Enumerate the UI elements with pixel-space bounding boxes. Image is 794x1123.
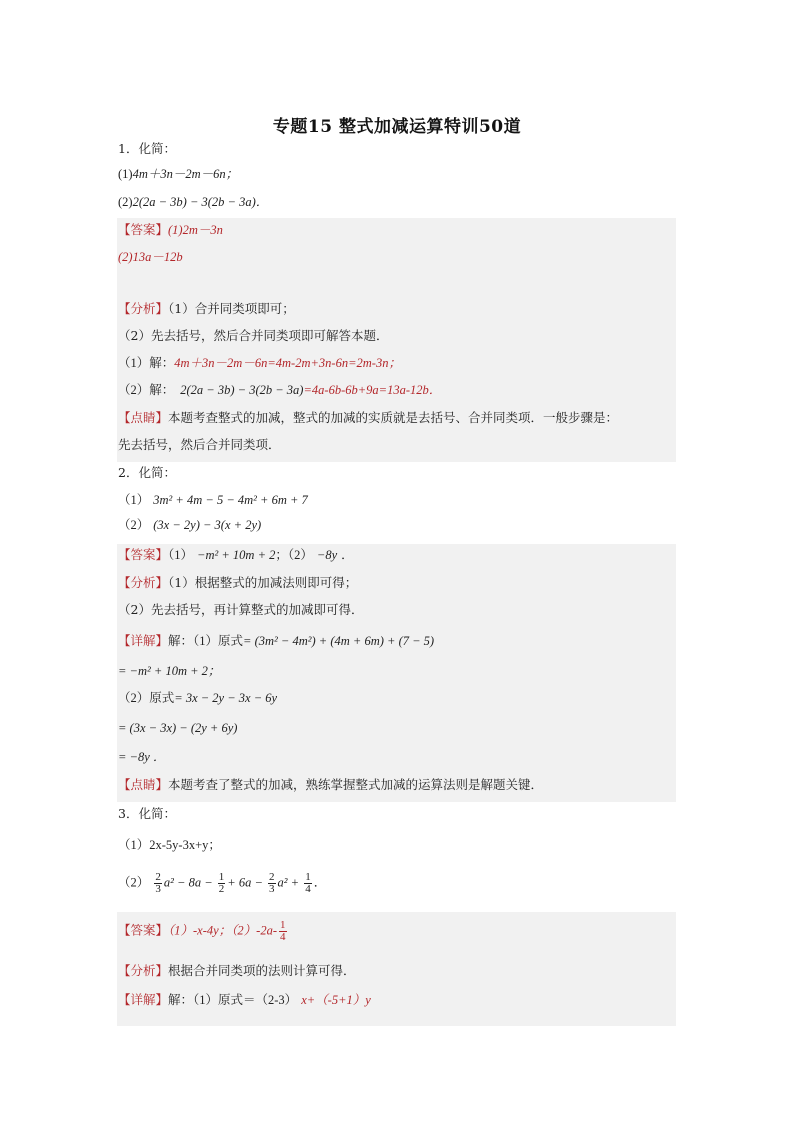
q2-analysis-1-text: （1）根据整式的加减法则即可得； bbox=[168, 575, 358, 590]
q3-part2-label: （2） bbox=[118, 875, 150, 890]
q2-comment-text: 本题考查了整式的加减，熟练掌握整式加减的运算法则是解题关键． bbox=[168, 777, 544, 792]
q1-part2 bbox=[118, 193, 268, 211]
q2-detail-2: = −m² + 10m + 2； bbox=[118, 664, 221, 678]
fraction-2-3 bbox=[268, 872, 276, 895]
q2-detail-5: = −8y ． bbox=[118, 750, 166, 764]
q2-answer-a: −m² + 10m + 2 bbox=[197, 548, 276, 562]
q3-heading: 3．化简： bbox=[118, 806, 176, 821]
fraction-numerator: 1 bbox=[305, 871, 311, 883]
q1-solution-2-expr-b: =4a-6b-6b+9a=13a-12b． bbox=[303, 383, 442, 397]
q2-detail-3-label: （2）原式 bbox=[118, 691, 175, 705]
page-title: 专题15 整式加减运算特训50道 bbox=[272, 117, 522, 137]
q2-answer bbox=[118, 546, 354, 564]
q1-analysis-1-text: （1）合并同类项即可； bbox=[168, 301, 295, 316]
comment-tag: 【点睛】 bbox=[118, 777, 169, 792]
q2-analysis-2: （2）先去括号，再计算整式的加减即可得． bbox=[118, 602, 364, 617]
q2-detail-3-expr: = 3x − 2y − 3x − 6y bbox=[174, 691, 278, 705]
fraction-numerator: 1 bbox=[280, 919, 286, 931]
analysis-tag: 【分析】 bbox=[118, 963, 169, 978]
answer-tag: 【答案】 bbox=[118, 923, 169, 938]
q2-part2-label: （2） bbox=[118, 518, 150, 532]
q3-part2-pre: a² − 8a − bbox=[163, 875, 213, 890]
q2-heading: 2．化简： bbox=[118, 465, 176, 480]
detail-tag: 【详解】 bbox=[118, 634, 169, 648]
q2-part2 bbox=[118, 516, 261, 534]
q2-analysis-1 bbox=[118, 574, 357, 592]
q1-analysis-2: （2）先去括号，然后合并同类项即可解答本题． bbox=[118, 328, 389, 343]
q1-answer-1 bbox=[118, 221, 223, 239]
analysis-tag: 【分析】 bbox=[118, 301, 169, 316]
fraction-1-4 bbox=[279, 920, 287, 943]
q2-detail-1-expr: = (3m² − 4m²) + (4m + 6m) + (7 − 5) bbox=[243, 634, 435, 648]
q1-solution-1-expr: 4m＋3n－2m－6n=4m-2m+3n-6n=2m-3n； bbox=[174, 356, 401, 370]
q1-analysis-1 bbox=[118, 300, 295, 318]
fraction-denominator: 4 bbox=[305, 883, 311, 895]
fraction-denominator: 3 bbox=[269, 883, 275, 895]
fraction-2-3 bbox=[154, 872, 162, 895]
q2-answer-b-label: ；（2） bbox=[275, 548, 313, 562]
q1-solution-2-label: （2）解： bbox=[118, 383, 175, 397]
fraction-numerator: 2 bbox=[155, 871, 161, 883]
q2-answer-end: ． bbox=[341, 548, 354, 562]
q2-detail-1-label: 解：（1）原式 bbox=[168, 634, 244, 648]
q2-part1-label: （1） bbox=[118, 493, 150, 507]
fraction-denominator: 3 bbox=[155, 883, 161, 895]
q3-part2-mid: + 6a − bbox=[227, 875, 263, 890]
q3-answer-text: （1）-x-4y；（2）-2a- bbox=[168, 923, 278, 938]
q2-detail-1 bbox=[118, 632, 434, 650]
q2-answer-a-label: （1） bbox=[168, 548, 194, 562]
q1-solution-1-label: （1）解： bbox=[118, 356, 175, 370]
q1-part2-expr: 2(2a − 3b) − 3(2b − 3a)． bbox=[132, 195, 269, 209]
q3-detail-expr: x+（-5+1）y bbox=[301, 993, 371, 1007]
q3-detail-label: 解：（1）原式＝（2-3） bbox=[168, 993, 298, 1007]
q2-part1-expr: 3m² + 4m − 5 − 4m² + 6m + 7 bbox=[153, 493, 308, 507]
q1-part1-label: (1) bbox=[118, 167, 133, 181]
q1-comment-1-text: 本题考查整式的加减，整式的加减的实质就是去括号、合并同类项．一般步骤是： bbox=[168, 410, 619, 425]
detail-tag: 【详解】 bbox=[118, 993, 169, 1007]
fraction-denominator: 4 bbox=[280, 931, 286, 943]
fraction-denominator: 2 bbox=[218, 883, 225, 895]
q1-comment-2: 先去括号，然后合并同类项． bbox=[118, 437, 281, 452]
q1-heading: 1．化简： bbox=[118, 141, 176, 156]
answer-tag: 【答案】 bbox=[118, 548, 169, 562]
q3-part2-mid2: a² + bbox=[277, 875, 300, 890]
q1-solution-2-expr-a: 2(2a − 3b) − 3(2b − 3a) bbox=[180, 383, 304, 397]
q1-answer-1-text: (1)2m－3n bbox=[168, 223, 223, 237]
answer-tag: 【答案】 bbox=[118, 223, 169, 237]
q2-answer-b: −8y bbox=[316, 548, 338, 562]
q2-comment bbox=[118, 776, 543, 794]
q2-detail-4: = (3x − 3x) − (2y + 6y) bbox=[118, 721, 238, 735]
q1-answer-2: (2)13a－12b bbox=[118, 250, 183, 264]
q1-part1-expr: 4m＋3n－2m－6n； bbox=[132, 167, 239, 181]
q2-part2-expr: (3x − 2y) − 3(x + 2y) bbox=[153, 518, 262, 532]
q1-solution-1 bbox=[118, 354, 401, 372]
q2-part1 bbox=[118, 491, 308, 509]
q3-analysis-text: 根据合并同类项的法则计算可得． bbox=[168, 963, 356, 978]
fraction-numerator: 2 bbox=[269, 871, 275, 883]
analysis-tag: 【分析】 bbox=[118, 575, 169, 590]
q3-part2-end: ． bbox=[313, 875, 327, 890]
q1-solution-2 bbox=[118, 381, 441, 399]
fraction-numerator: 1 bbox=[218, 871, 225, 883]
q3-answer bbox=[118, 920, 289, 943]
q3-detail bbox=[118, 991, 371, 1009]
fraction-1-4 bbox=[304, 872, 312, 895]
q1-part1 bbox=[118, 165, 238, 183]
q1-part2-label: (2) bbox=[118, 195, 133, 209]
q3-part2 bbox=[118, 872, 326, 895]
q3-analysis bbox=[118, 962, 356, 980]
q1-comment-1 bbox=[118, 409, 618, 427]
fraction-1-2 bbox=[218, 872, 226, 895]
q3-part1: （1）2x-5y-3x+y； bbox=[118, 838, 221, 852]
comment-tag: 【点睛】 bbox=[118, 410, 169, 425]
q2-detail-3 bbox=[118, 689, 277, 707]
